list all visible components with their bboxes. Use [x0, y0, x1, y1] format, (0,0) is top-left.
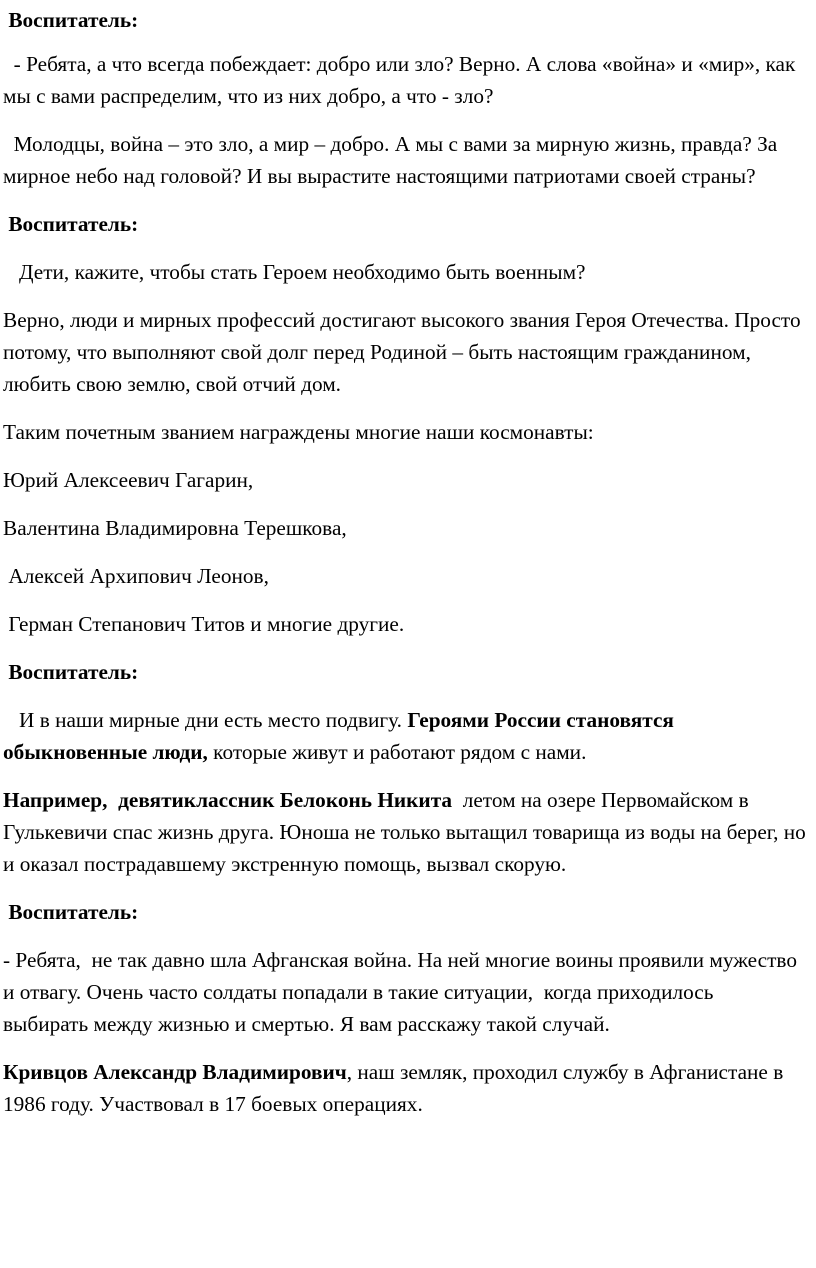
speaker-label: Воспитатель:: [3, 900, 139, 924]
highlight-text: Героями России становятся обыкновенные люди,: [3, 708, 680, 764]
speaker-label: Воспитатель:: [3, 212, 139, 236]
speaker-label: Воспитатель:: [3, 660, 139, 684]
highlight-text: Например, девятиклассник Белоконь Никита: [3, 788, 453, 812]
paragraph-tail: летом на озере Первомайском в Гулькевичи спас жизнь друга. Юноша не только вытащил товарища из воды на берег, но и оказал пострадавшему экстренную помощь, вызвал скорую.: [3, 788, 812, 876]
paragraph: [3, 704, 806, 768]
paragraph: Молодцы, война – это зло, а мир – добро. А мы с вами за мирную жизнь, правда? За мирное небо над головой? И вы вырастите настоящими патриотами своей страны?: [3, 132, 783, 188]
paragraph-tail: которые живут и работают рядом с нами.: [207, 740, 587, 764]
list-item: Герман Степанович Титов и многие другие.: [3, 612, 405, 636]
paragraph: - Ребята, не так давно шла Афганская война. На ней многие воины проявили мужество и отвагу. Очень часто солдаты попадали в такие ситуации, когда приходилось выбирать между жизнью и смертью. Я вам расскажу такой случай.: [3, 948, 803, 1036]
highlight-text: Кривцов Александр Владимирович: [3, 1060, 347, 1084]
paragraph: Дети, кажите, чтобы стать Героем необходимо быть военным?: [3, 260, 586, 284]
paragraph: - Ребята, а что всегда побеждает: добро или зло? Верно. А слова «война» и «мир», как мы с вами распределим, что из них добро, а что - зло?: [3, 52, 801, 108]
paragraph: [3, 1056, 806, 1120]
list-item: Алексей Архипович Леонов,: [3, 564, 269, 588]
paragraph: Таким почетным званием награждены многие наши космонавты:: [3, 420, 594, 444]
speaker-label: Воспитатель:: [3, 8, 139, 32]
paragraph-tail: , наш земляк, проходил службу в Афганистане в 1986 году. Участвовал в 17 боевых операциях.: [3, 1060, 789, 1116]
list-item: Валентина Владимировна Терешкова,: [3, 516, 347, 540]
paragraph: Верно, люди и мирных профессий достигают высокого звания Героя Отечества. Просто потому, что выполняют свой долг перед Родиной – быть настоящим гражданином, любить свою землю, свой отчий дом.: [3, 308, 806, 396]
paragraph: [3, 784, 812, 880]
list-item: Юрий Алексеевич Гагарин,: [3, 468, 254, 492]
paragraph-lead: И в наши мирные дни есть место подвигу.: [3, 708, 408, 732]
